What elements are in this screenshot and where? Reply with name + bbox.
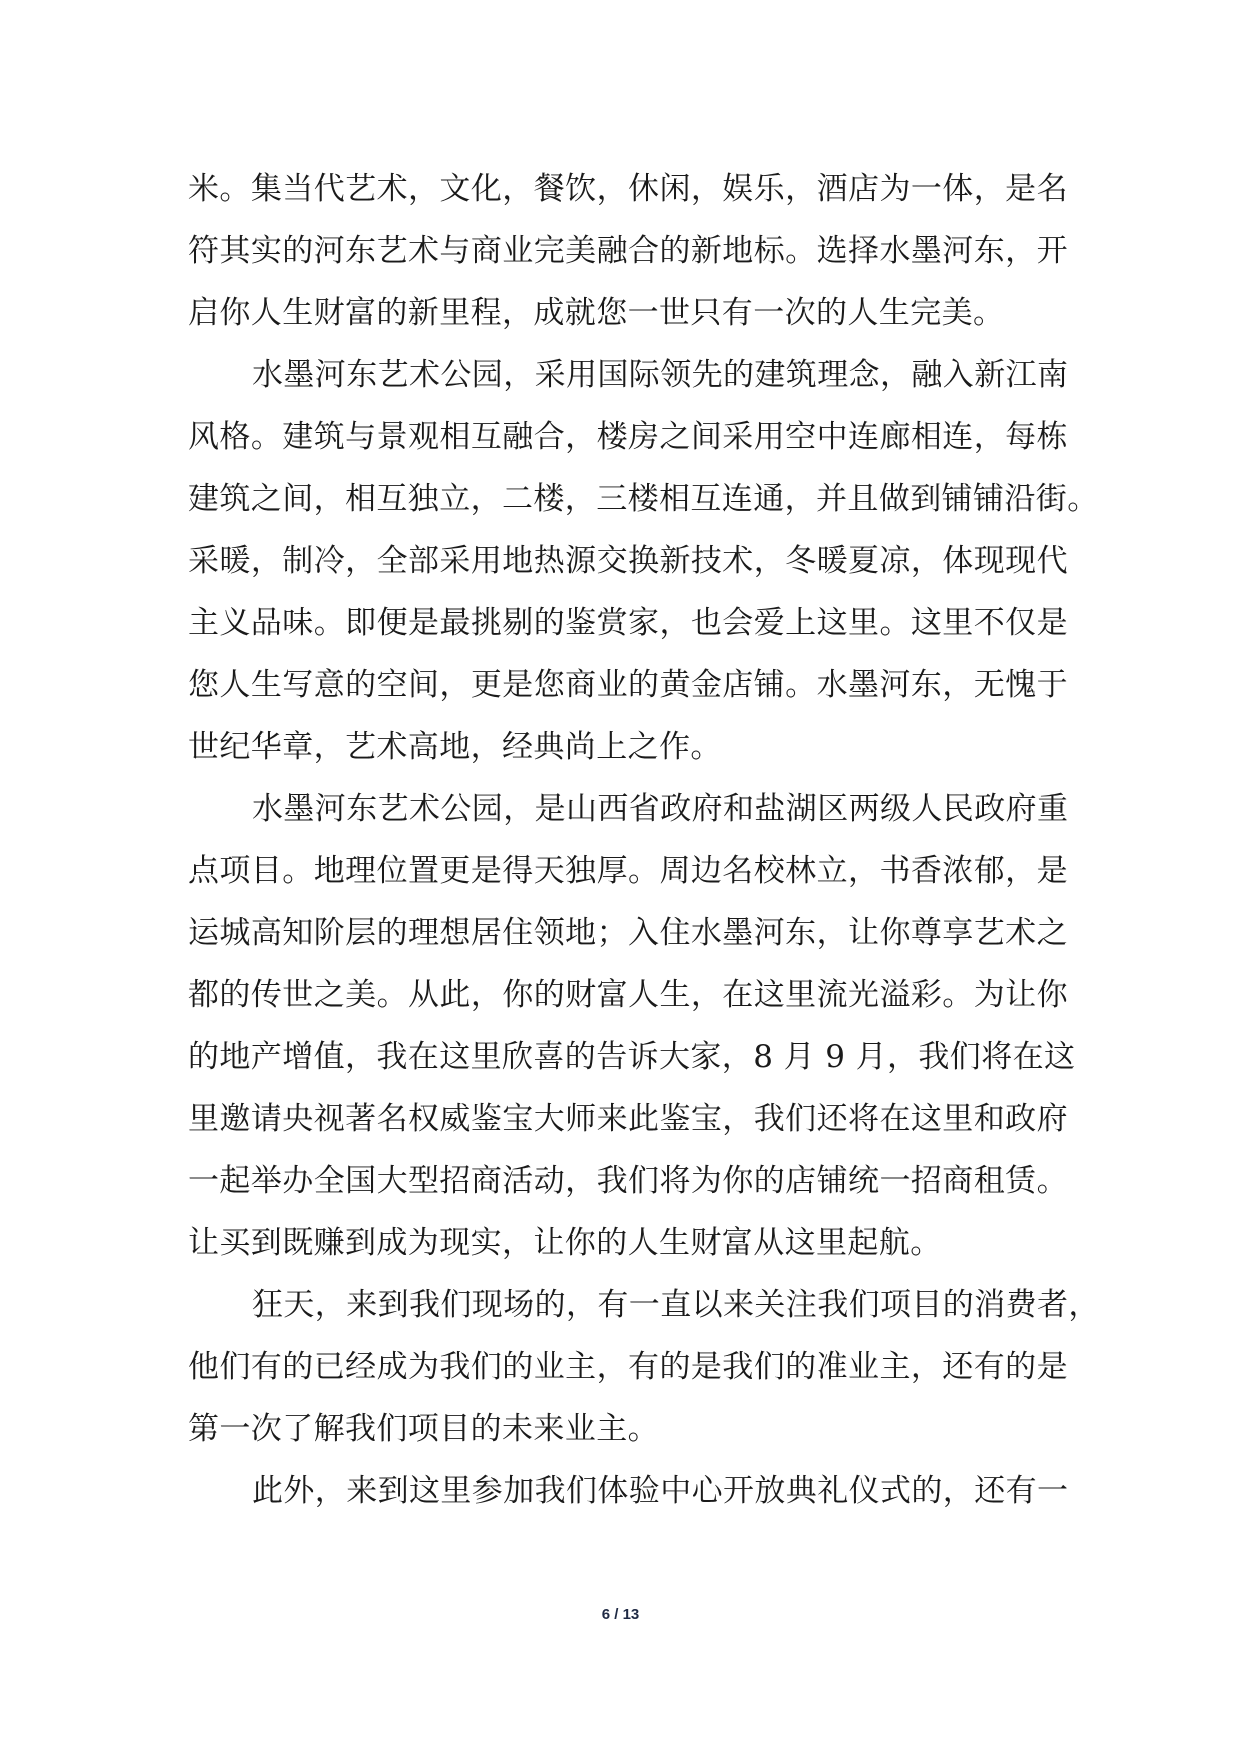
page-number: 6 / 13 xyxy=(601,1606,640,1623)
paragraph-1-line: 米。集当代艺术，文化，餐饮，休闲，娱乐，酒店为一体，是名 xyxy=(188,171,1068,207)
paragraph-3-line: 都的传世之美。从此，你的财富人生，在这里流光溢彩。为让你 xyxy=(188,977,1068,1013)
paragraph-1-line: 启你人生财富的新里程，成就您一世只有一次的人生完美。 xyxy=(188,295,1005,331)
paragraph-2-line: 您人生写意的空间，更是您商业的黄金店铺。水墨河东，无愧于 xyxy=(188,667,1068,703)
paragraph-2-line: 水墨河东艺术公园，采用国际领先的建筑理念，融入新江南 xyxy=(252,357,1069,393)
paragraph-3-line: 点项目。地理位置更是得天独厚。周边名校林立，书香浓郁，是 xyxy=(188,853,1068,889)
paragraph-4-line: 他们有的已经成为我们的业主，有的是我们的准业主，还有的是 xyxy=(188,1349,1068,1385)
paragraph-2-line: 建筑之间，相互独立，二楼，三楼相互连通，并且做到铺铺沿街。 xyxy=(188,481,1099,517)
paragraph-3-line: 水墨河东艺术公园，是山西省政府和盐湖区两级人民政府重 xyxy=(252,791,1069,827)
paragraph-3-line: 一起举办全国大型招商活动，我们将为你的店铺统一招商租赁。 xyxy=(188,1163,1068,1199)
paragraph-3-line: 运城高知阶层的理想居住领地；入住水墨河东，让你尊享艺术之 xyxy=(188,915,1068,951)
paragraph-3-line: 让买到既赚到成为现实，让你的人生财富从这里起航。 xyxy=(188,1225,942,1261)
paragraph-2-line: 世纪华章，艺术高地，经典尚上之作。 xyxy=(188,729,722,765)
paragraph-2-line: 风格。建筑与景观相互融合，楼房之间采用空中连廊相连，每栋 xyxy=(188,419,1068,455)
paragraph-4-line: 第一次了解我们项目的未来业主。 xyxy=(188,1411,659,1447)
body-text xyxy=(188,158,1100,1522)
paragraph-1-line: 符其实的河东艺术与商业完美融合的新地标。选择水墨河东，开 xyxy=(188,233,1068,269)
paragraph-3-line: 的地产增值，我在这里欣喜的告诉大家，8 月 9 月，我们将在这 xyxy=(188,1039,1076,1075)
paragraph-3-line: 里邀请央视著名权威鉴宝大师来此鉴宝，我们还将在这里和政府 xyxy=(188,1101,1068,1137)
paragraph-2-line: 采暖，制冷，全部采用地热源交换新技术，冬暖夏凉，体现现代 xyxy=(188,543,1068,579)
paragraph-5-line: 此外，来到这里参加我们体验中心开放典礼仪式的，还有一 xyxy=(252,1473,1069,1509)
paragraph-2-line: 主义品味。即便是最挑剔的鉴赏家，也会爱上这里。这里不仅是 xyxy=(188,605,1068,641)
paragraph-4-line: 狂天，来到我们现场的，有一直以来关注我们项目的消费者， xyxy=(252,1287,1100,1323)
